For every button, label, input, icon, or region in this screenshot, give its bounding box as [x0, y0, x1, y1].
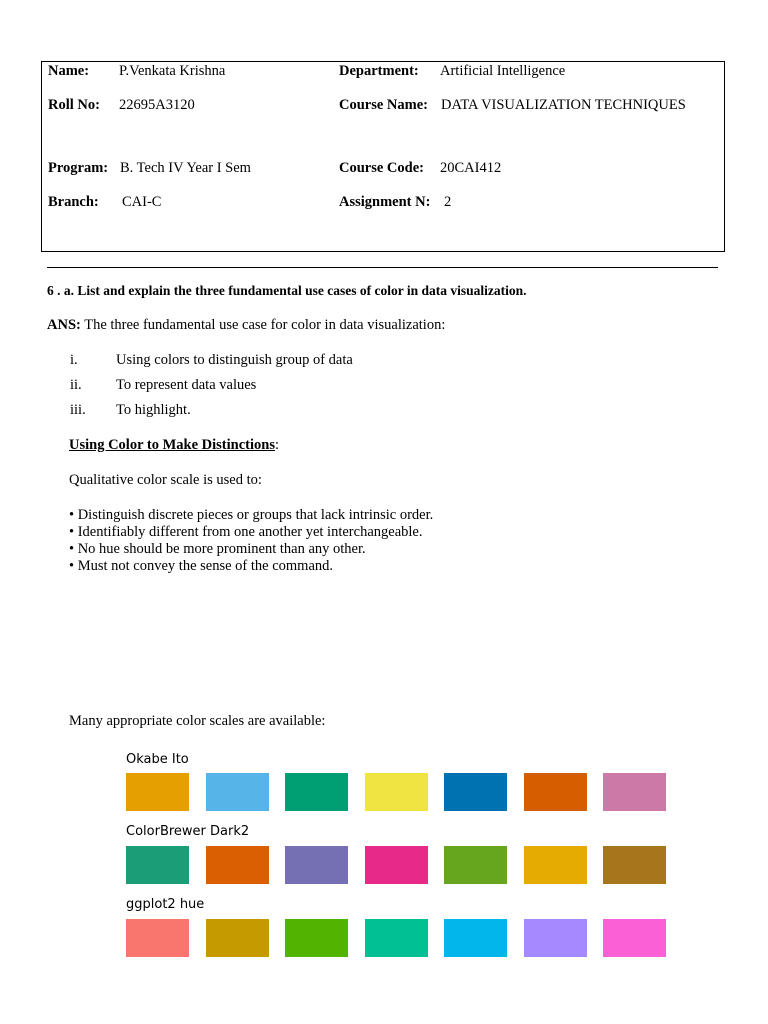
department-label: Department:: [339, 63, 419, 79]
qualitative-intro: Qualitative color scale is used to:: [69, 472, 262, 488]
list-number: ii.: [70, 377, 82, 393]
bullet-list: [69, 507, 433, 575]
color-swatch: [444, 846, 507, 884]
list-number: iii.: [70, 402, 86, 418]
color-swatch: [365, 773, 428, 811]
color-swatch: [206, 919, 269, 957]
section-heading-colon: :: [274, 437, 279, 453]
name-value: P.Venkata Krishna: [119, 63, 226, 79]
bullet-item: • Identifiably different from one another yet interchangeable.: [69, 524, 423, 540]
list-item: To highlight.: [116, 402, 191, 418]
color-swatch: [603, 846, 666, 884]
answer-intro-text: The three fundamental use case for color in data visualization:: [80, 317, 446, 333]
program-label: Program:: [48, 160, 109, 176]
palette-label: ColorBrewer Dark2: [126, 824, 250, 839]
bullet-item: • Distinguish discrete pieces or groups that lack intrinsic order.: [69, 507, 434, 523]
bullet-item: • Must not convey the sense of the command.: [69, 558, 334, 574]
department-value: Artificial Intelligence: [440, 63, 566, 79]
list-item: Using colors to distinguish group of data: [116, 352, 353, 368]
roll-value: 22695A3120: [119, 97, 195, 113]
color-swatch: [603, 773, 666, 811]
program-value: B. Tech IV Year I Sem: [120, 160, 251, 176]
course-name-value: DATA VISUALIZATION TECHNIQUES: [441, 97, 686, 113]
color-swatch: [285, 846, 348, 884]
branch-value: CAI-C: [122, 194, 162, 210]
color-swatch: [524, 773, 587, 811]
color-swatch: [206, 846, 269, 884]
scales-intro: Many appropriate color scales are available:: [69, 713, 326, 729]
color-swatch: [524, 919, 587, 957]
list-number: i.: [70, 352, 78, 368]
color-swatch: [126, 773, 189, 811]
course-code-value: 20CAI412: [440, 160, 502, 176]
course-code-label: Course Code:: [339, 160, 424, 176]
answer-label: ANS:: [47, 317, 81, 333]
color-swatch: [365, 846, 428, 884]
color-swatch: [206, 773, 269, 811]
color-swatch: [126, 846, 189, 884]
question-heading: 6 . a. List and explain the three fundamental use cases of color in data visualization.: [47, 283, 527, 298]
section-heading-text: Using Color to Make Distinctions: [69, 437, 275, 453]
bullet-item: • No hue should be more prominent than any other.: [69, 541, 366, 557]
name-label: Name:: [48, 63, 90, 79]
color-swatch: [603, 919, 666, 957]
color-swatch: [285, 919, 348, 957]
horizontal-divider: [47, 267, 718, 268]
palette-label: ggplot2 hue: [126, 897, 205, 912]
list-item: To represent data values: [116, 377, 257, 393]
branch-label: Branch:: [48, 194, 99, 210]
color-swatch: [365, 919, 428, 957]
color-swatch: [444, 773, 507, 811]
color-swatch: [126, 919, 189, 957]
palette-label: Okabe Ito: [126, 752, 189, 767]
answer-intro: [47, 317, 445, 334]
assignment-value: 2: [444, 194, 452, 210]
student-info-box: [41, 61, 725, 252]
color-swatch: [524, 846, 587, 884]
course-name-label: Course Name:: [339, 97, 428, 113]
roll-label: Roll No:: [48, 97, 100, 113]
assignment-label: Assignment N:: [339, 194, 431, 210]
section-heading: [69, 437, 279, 454]
color-swatch: [444, 919, 507, 957]
color-swatch: [285, 773, 348, 811]
